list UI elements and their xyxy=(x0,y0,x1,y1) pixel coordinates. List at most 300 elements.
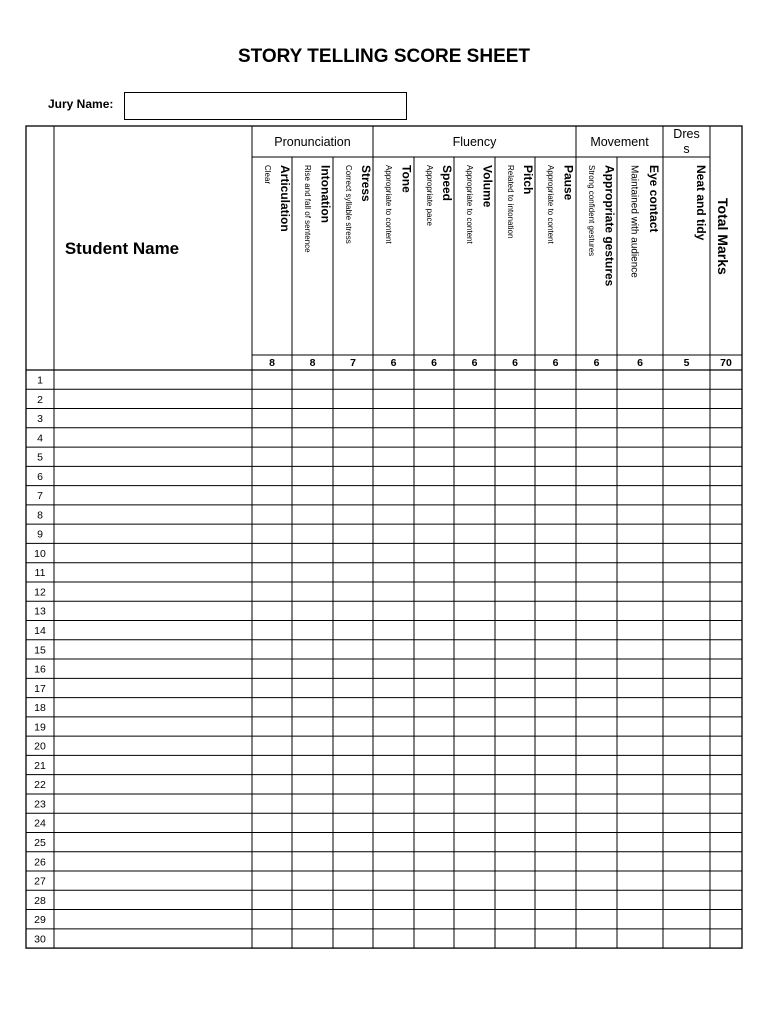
student-name-cell[interactable] xyxy=(54,486,252,505)
score-cell[interactable] xyxy=(663,852,710,871)
score-cell[interactable] xyxy=(333,910,373,929)
student-name-cell[interactable] xyxy=(54,409,252,428)
score-cell[interactable] xyxy=(495,543,535,562)
score-cell[interactable] xyxy=(373,621,414,640)
score-cell[interactable] xyxy=(454,505,495,524)
score-cell[interactable] xyxy=(373,852,414,871)
score-cell[interactable] xyxy=(292,871,333,890)
total-cell[interactable] xyxy=(710,852,742,871)
student-name-cell[interactable] xyxy=(54,601,252,620)
score-cell[interactable] xyxy=(373,736,414,755)
student-name-cell[interactable] xyxy=(54,505,252,524)
score-cell[interactable] xyxy=(454,871,495,890)
score-cell[interactable] xyxy=(663,486,710,505)
score-cell[interactable] xyxy=(663,755,710,774)
score-cell[interactable] xyxy=(535,601,576,620)
score-cell[interactable] xyxy=(292,409,333,428)
score-cell[interactable] xyxy=(454,813,495,832)
score-cell[interactable] xyxy=(663,543,710,562)
score-cell[interactable] xyxy=(663,659,710,678)
total-cell[interactable] xyxy=(710,428,742,447)
score-cell[interactable] xyxy=(663,813,710,832)
score-cell[interactable] xyxy=(576,794,617,813)
score-cell[interactable] xyxy=(663,910,710,929)
score-cell[interactable] xyxy=(454,659,495,678)
total-cell[interactable] xyxy=(710,466,742,485)
score-cell[interactable] xyxy=(576,486,617,505)
score-cell[interactable] xyxy=(454,736,495,755)
score-cell[interactable] xyxy=(535,524,576,543)
score-cell[interactable] xyxy=(495,466,535,485)
score-cell[interactable] xyxy=(373,910,414,929)
total-cell[interactable] xyxy=(710,389,742,408)
student-name-cell[interactable] xyxy=(54,813,252,832)
score-cell[interactable] xyxy=(414,505,454,524)
score-cell[interactable] xyxy=(333,755,373,774)
score-cell[interactable] xyxy=(373,409,414,428)
score-cell[interactable] xyxy=(663,447,710,466)
score-cell[interactable] xyxy=(535,505,576,524)
score-cell[interactable] xyxy=(333,370,373,389)
score-cell[interactable] xyxy=(535,428,576,447)
score-cell[interactable] xyxy=(576,871,617,890)
score-cell[interactable] xyxy=(617,755,663,774)
score-cell[interactable] xyxy=(333,813,373,832)
score-cell[interactable] xyxy=(617,852,663,871)
score-cell[interactable] xyxy=(495,486,535,505)
score-cell[interactable] xyxy=(333,447,373,466)
score-cell[interactable] xyxy=(576,832,617,851)
score-cell[interactable] xyxy=(292,428,333,447)
score-cell[interactable] xyxy=(663,736,710,755)
total-cell[interactable] xyxy=(710,794,742,813)
score-cell[interactable] xyxy=(495,890,535,909)
score-cell[interactable] xyxy=(617,929,663,948)
score-cell[interactable] xyxy=(333,543,373,562)
score-cell[interactable] xyxy=(373,813,414,832)
score-cell[interactable] xyxy=(576,543,617,562)
score-cell[interactable] xyxy=(617,543,663,562)
score-cell[interactable] xyxy=(252,698,292,717)
score-cell[interactable] xyxy=(414,601,454,620)
student-name-cell[interactable] xyxy=(54,563,252,582)
score-cell[interactable] xyxy=(252,852,292,871)
student-name-cell[interactable] xyxy=(54,736,252,755)
score-cell[interactable] xyxy=(535,389,576,408)
score-cell[interactable] xyxy=(495,929,535,948)
student-name-cell[interactable] xyxy=(54,794,252,813)
score-cell[interactable] xyxy=(535,409,576,428)
score-cell[interactable] xyxy=(333,775,373,794)
student-name-cell[interactable] xyxy=(54,447,252,466)
total-cell[interactable] xyxy=(710,910,742,929)
score-cell[interactable] xyxy=(252,890,292,909)
score-cell[interactable] xyxy=(373,698,414,717)
score-cell[interactable] xyxy=(373,659,414,678)
score-cell[interactable] xyxy=(576,582,617,601)
score-cell[interactable] xyxy=(333,640,373,659)
score-cell[interactable] xyxy=(373,601,414,620)
score-cell[interactable] xyxy=(414,852,454,871)
score-cell[interactable] xyxy=(414,755,454,774)
score-cell[interactable] xyxy=(663,640,710,659)
score-cell[interactable] xyxy=(292,543,333,562)
score-cell[interactable] xyxy=(252,640,292,659)
score-cell[interactable] xyxy=(333,659,373,678)
score-cell[interactable] xyxy=(373,755,414,774)
score-cell[interactable] xyxy=(495,794,535,813)
score-cell[interactable] xyxy=(617,524,663,543)
score-cell[interactable] xyxy=(663,775,710,794)
student-name-cell[interactable] xyxy=(54,466,252,485)
score-cell[interactable] xyxy=(576,370,617,389)
total-cell[interactable] xyxy=(710,775,742,794)
score-cell[interactable] xyxy=(414,543,454,562)
score-cell[interactable] xyxy=(333,524,373,543)
score-cell[interactable] xyxy=(576,505,617,524)
score-cell[interactable] xyxy=(333,409,373,428)
score-cell[interactable] xyxy=(454,621,495,640)
student-name-cell[interactable] xyxy=(54,929,252,948)
score-cell[interactable] xyxy=(292,563,333,582)
score-cell[interactable] xyxy=(663,678,710,697)
student-name-cell[interactable] xyxy=(54,832,252,851)
score-cell[interactable] xyxy=(454,447,495,466)
score-cell[interactable] xyxy=(663,524,710,543)
student-name-cell[interactable] xyxy=(54,775,252,794)
score-cell[interactable] xyxy=(414,929,454,948)
score-cell[interactable] xyxy=(333,717,373,736)
score-cell[interactable] xyxy=(414,486,454,505)
score-cell[interactable] xyxy=(576,389,617,408)
score-cell[interactable] xyxy=(617,466,663,485)
student-name-cell[interactable] xyxy=(54,389,252,408)
score-cell[interactable] xyxy=(617,832,663,851)
score-cell[interactable] xyxy=(617,698,663,717)
score-cell[interactable] xyxy=(535,871,576,890)
score-cell[interactable] xyxy=(535,736,576,755)
score-cell[interactable] xyxy=(414,890,454,909)
score-cell[interactable] xyxy=(535,486,576,505)
score-cell[interactable] xyxy=(617,370,663,389)
score-cell[interactable] xyxy=(617,678,663,697)
score-cell[interactable] xyxy=(292,505,333,524)
score-cell[interactable] xyxy=(454,929,495,948)
score-cell[interactable] xyxy=(663,832,710,851)
score-cell[interactable] xyxy=(252,505,292,524)
score-cell[interactable] xyxy=(617,428,663,447)
score-cell[interactable] xyxy=(414,640,454,659)
score-cell[interactable] xyxy=(373,929,414,948)
score-cell[interactable] xyxy=(617,717,663,736)
score-cell[interactable] xyxy=(576,755,617,774)
score-cell[interactable] xyxy=(454,640,495,659)
score-cell[interactable] xyxy=(663,370,710,389)
total-cell[interactable] xyxy=(710,659,742,678)
score-cell[interactable] xyxy=(454,698,495,717)
total-cell[interactable] xyxy=(710,929,742,948)
score-cell[interactable] xyxy=(333,852,373,871)
score-cell[interactable] xyxy=(373,524,414,543)
score-cell[interactable] xyxy=(663,466,710,485)
score-cell[interactable] xyxy=(252,370,292,389)
score-cell[interactable] xyxy=(535,640,576,659)
score-cell[interactable] xyxy=(252,775,292,794)
student-name-cell[interactable] xyxy=(54,370,252,389)
score-cell[interactable] xyxy=(454,543,495,562)
score-cell[interactable] xyxy=(495,524,535,543)
score-cell[interactable] xyxy=(454,794,495,813)
score-cell[interactable] xyxy=(454,370,495,389)
score-cell[interactable] xyxy=(292,601,333,620)
score-cell[interactable] xyxy=(535,832,576,851)
score-cell[interactable] xyxy=(495,505,535,524)
score-cell[interactable] xyxy=(535,698,576,717)
score-cell[interactable] xyxy=(292,621,333,640)
score-cell[interactable] xyxy=(373,370,414,389)
score-cell[interactable] xyxy=(663,871,710,890)
student-name-cell[interactable] xyxy=(54,852,252,871)
score-cell[interactable] xyxy=(373,871,414,890)
score-cell[interactable] xyxy=(414,563,454,582)
score-cell[interactable] xyxy=(576,601,617,620)
score-cell[interactable] xyxy=(454,832,495,851)
student-name-cell[interactable] xyxy=(54,678,252,697)
score-cell[interactable] xyxy=(617,794,663,813)
total-cell[interactable] xyxy=(710,678,742,697)
score-cell[interactable] xyxy=(292,852,333,871)
score-cell[interactable] xyxy=(495,409,535,428)
score-cell[interactable] xyxy=(535,755,576,774)
score-cell[interactable] xyxy=(454,775,495,794)
score-cell[interactable] xyxy=(454,582,495,601)
score-cell[interactable] xyxy=(495,428,535,447)
total-cell[interactable] xyxy=(710,601,742,620)
score-cell[interactable] xyxy=(454,717,495,736)
score-cell[interactable] xyxy=(576,929,617,948)
score-cell[interactable] xyxy=(576,678,617,697)
score-cell[interactable] xyxy=(414,389,454,408)
score-cell[interactable] xyxy=(663,717,710,736)
score-cell[interactable] xyxy=(333,505,373,524)
score-cell[interactable] xyxy=(252,678,292,697)
score-cell[interactable] xyxy=(495,852,535,871)
score-cell[interactable] xyxy=(292,524,333,543)
score-cell[interactable] xyxy=(292,910,333,929)
score-cell[interactable] xyxy=(454,890,495,909)
score-cell[interactable] xyxy=(535,929,576,948)
score-cell[interactable] xyxy=(576,524,617,543)
score-cell[interactable] xyxy=(454,389,495,408)
score-cell[interactable] xyxy=(414,582,454,601)
score-cell[interactable] xyxy=(292,582,333,601)
score-cell[interactable] xyxy=(663,563,710,582)
score-cell[interactable] xyxy=(373,775,414,794)
total-cell[interactable] xyxy=(710,447,742,466)
score-cell[interactable] xyxy=(414,447,454,466)
score-cell[interactable] xyxy=(495,563,535,582)
score-cell[interactable] xyxy=(454,428,495,447)
score-cell[interactable] xyxy=(414,717,454,736)
score-cell[interactable] xyxy=(576,813,617,832)
score-cell[interactable] xyxy=(414,794,454,813)
score-cell[interactable] xyxy=(617,601,663,620)
score-cell[interactable] xyxy=(454,852,495,871)
total-cell[interactable] xyxy=(710,543,742,562)
score-cell[interactable] xyxy=(373,890,414,909)
score-cell[interactable] xyxy=(454,524,495,543)
score-cell[interactable] xyxy=(292,890,333,909)
score-cell[interactable] xyxy=(333,890,373,909)
score-cell[interactable] xyxy=(495,698,535,717)
score-cell[interactable] xyxy=(617,486,663,505)
score-cell[interactable] xyxy=(576,640,617,659)
score-cell[interactable] xyxy=(576,428,617,447)
score-cell[interactable] xyxy=(252,466,292,485)
score-cell[interactable] xyxy=(414,524,454,543)
score-cell[interactable] xyxy=(414,409,454,428)
score-cell[interactable] xyxy=(373,582,414,601)
score-cell[interactable] xyxy=(373,428,414,447)
score-cell[interactable] xyxy=(535,794,576,813)
score-cell[interactable] xyxy=(535,621,576,640)
score-cell[interactable] xyxy=(663,601,710,620)
score-cell[interactable] xyxy=(252,486,292,505)
score-cell[interactable] xyxy=(454,563,495,582)
score-cell[interactable] xyxy=(663,389,710,408)
score-cell[interactable] xyxy=(663,582,710,601)
score-cell[interactable] xyxy=(495,370,535,389)
total-cell[interactable] xyxy=(710,736,742,755)
score-cell[interactable] xyxy=(373,678,414,697)
score-cell[interactable] xyxy=(252,736,292,755)
total-cell[interactable] xyxy=(710,717,742,736)
score-cell[interactable] xyxy=(576,910,617,929)
score-cell[interactable] xyxy=(495,659,535,678)
total-cell[interactable] xyxy=(710,621,742,640)
score-cell[interactable] xyxy=(333,794,373,813)
score-cell[interactable] xyxy=(252,929,292,948)
score-cell[interactable] xyxy=(535,447,576,466)
total-cell[interactable] xyxy=(710,409,742,428)
score-cell[interactable] xyxy=(292,813,333,832)
score-cell[interactable] xyxy=(252,428,292,447)
score-cell[interactable] xyxy=(333,736,373,755)
score-cell[interactable] xyxy=(414,466,454,485)
score-cell[interactable] xyxy=(252,621,292,640)
score-cell[interactable] xyxy=(663,890,710,909)
score-cell[interactable] xyxy=(252,447,292,466)
score-cell[interactable] xyxy=(535,775,576,794)
total-cell[interactable] xyxy=(710,890,742,909)
student-name-cell[interactable] xyxy=(54,582,252,601)
score-cell[interactable] xyxy=(252,524,292,543)
score-cell[interactable] xyxy=(414,698,454,717)
score-cell[interactable] xyxy=(454,486,495,505)
score-cell[interactable] xyxy=(252,717,292,736)
score-cell[interactable] xyxy=(495,775,535,794)
score-cell[interactable] xyxy=(495,910,535,929)
score-cell[interactable] xyxy=(292,832,333,851)
score-cell[interactable] xyxy=(252,543,292,562)
score-cell[interactable] xyxy=(454,466,495,485)
score-cell[interactable] xyxy=(333,698,373,717)
score-cell[interactable] xyxy=(252,601,292,620)
score-cell[interactable] xyxy=(333,678,373,697)
score-cell[interactable] xyxy=(617,505,663,524)
score-cell[interactable] xyxy=(333,486,373,505)
score-cell[interactable] xyxy=(252,659,292,678)
score-cell[interactable] xyxy=(576,409,617,428)
score-cell[interactable] xyxy=(414,659,454,678)
score-cell[interactable] xyxy=(333,389,373,408)
score-cell[interactable] xyxy=(414,678,454,697)
total-cell[interactable] xyxy=(710,563,742,582)
score-cell[interactable] xyxy=(414,775,454,794)
score-cell[interactable] xyxy=(454,409,495,428)
score-cell[interactable] xyxy=(252,389,292,408)
total-cell[interactable] xyxy=(710,832,742,851)
score-cell[interactable] xyxy=(292,929,333,948)
student-name-cell[interactable] xyxy=(54,871,252,890)
score-cell[interactable] xyxy=(373,505,414,524)
score-cell[interactable] xyxy=(535,659,576,678)
score-cell[interactable] xyxy=(333,601,373,620)
student-name-cell[interactable] xyxy=(54,543,252,562)
score-cell[interactable] xyxy=(535,466,576,485)
student-name-cell[interactable] xyxy=(54,890,252,909)
score-cell[interactable] xyxy=(373,466,414,485)
score-cell[interactable] xyxy=(495,389,535,408)
score-cell[interactable] xyxy=(252,582,292,601)
score-cell[interactable] xyxy=(292,640,333,659)
score-cell[interactable] xyxy=(617,640,663,659)
score-cell[interactable] xyxy=(617,775,663,794)
score-cell[interactable] xyxy=(373,794,414,813)
score-cell[interactable] xyxy=(576,852,617,871)
score-cell[interactable] xyxy=(373,389,414,408)
score-cell[interactable] xyxy=(495,640,535,659)
score-cell[interactable] xyxy=(252,871,292,890)
score-cell[interactable] xyxy=(495,447,535,466)
score-cell[interactable] xyxy=(454,601,495,620)
score-cell[interactable] xyxy=(535,370,576,389)
score-cell[interactable] xyxy=(333,563,373,582)
total-cell[interactable] xyxy=(710,755,742,774)
score-cell[interactable] xyxy=(373,832,414,851)
score-cell[interactable] xyxy=(576,447,617,466)
score-cell[interactable] xyxy=(663,409,710,428)
score-cell[interactable] xyxy=(292,698,333,717)
score-cell[interactable] xyxy=(333,428,373,447)
score-cell[interactable] xyxy=(454,755,495,774)
score-cell[interactable] xyxy=(617,582,663,601)
score-cell[interactable] xyxy=(576,890,617,909)
score-cell[interactable] xyxy=(663,698,710,717)
score-cell[interactable] xyxy=(535,678,576,697)
score-cell[interactable] xyxy=(414,370,454,389)
score-cell[interactable] xyxy=(252,755,292,774)
score-cell[interactable] xyxy=(495,832,535,851)
score-cell[interactable] xyxy=(617,890,663,909)
score-cell[interactable] xyxy=(292,659,333,678)
score-cell[interactable] xyxy=(617,871,663,890)
total-cell[interactable] xyxy=(710,505,742,524)
score-cell[interactable] xyxy=(495,717,535,736)
student-name-cell[interactable] xyxy=(54,659,252,678)
score-cell[interactable] xyxy=(292,717,333,736)
score-cell[interactable] xyxy=(617,621,663,640)
